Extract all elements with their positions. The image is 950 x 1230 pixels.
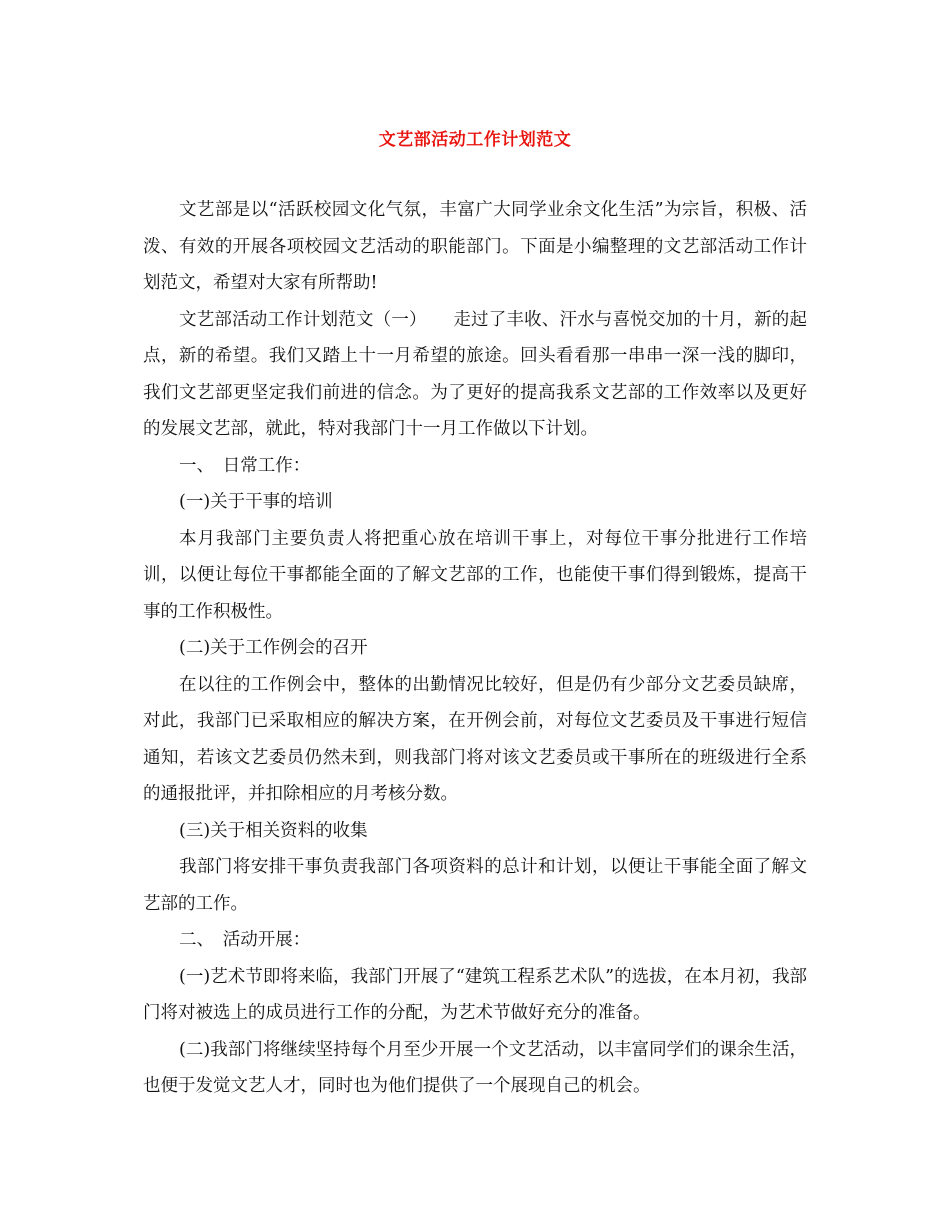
- document-title: 文艺部活动工作计划范文: [378, 130, 572, 150]
- paragraph-monthly-activity: (二)我部门将继续坚持每个月至少开展一个文艺活动，以丰富同学们的课余生活，也便于发觉文艺人才，同时也为他们提供了一个展现自己的机会。: [143, 1039, 807, 1096]
- paragraph-intro: 文艺部是以“活跃校园文化气氛，丰富广大同学业余文化生活”为宗旨，积极、活泼、有效的开展各项校园文艺活动的职能部门。下面是小编整理的文艺部活动工作计划范文，希望对大家有所帮助!: [143, 200, 807, 293]
- paragraph-work-meeting: 在以往的工作例会中，整体的出勤情况比较好，但是仍有少部分文艺委员缺席，对此，我部门已采取相应的解决方案，在开例会前，对每位文艺委员及干事进行短信通知，若该文艺委员仍然未到，则我部门将对该文艺委员或干事所在的班级进行全系的通报批评，并扣除相应的月考核分数。: [143, 674, 807, 804]
- paragraph-plan-one: 文艺部活动工作计划范文（一） 走过了丰收、汗水与喜悦交加的十月，新的起点，新的希望。我们又踏上十一月希望的旅途。回头看看那一串串一深一浅的脚印，我们文艺部更坚定我们前进的信念。为了更好的提高我系文艺部的工作效率以及更好的发展文艺部，就此，特对我部门十一月工作做以下计划。: [143, 309, 807, 439]
- document-body: [143, 192, 807, 1105]
- section-heading-daily-work: 一、 日常工作：: [179, 455, 311, 476]
- paragraph-data-collection: 我部门将安排干事负责我部门各项资料的总计和计划，以便让干事能全面了解文艺部的工作。: [143, 857, 807, 914]
- paragraph-staff-training: 本月我部门主要负责人将把重心放在培训干事上，对每位干事分批进行工作培训，以便让每位干事都能全面的了解文艺部的工作，也能使干事们得到锻炼，提高干事的工作积极性。: [143, 528, 807, 622]
- subheading-work-meeting: (二)关于工作例会的召开: [179, 638, 368, 658]
- paragraph-art-festival: (一)艺术节即将来临，我部门开展了“建筑工程系艺术队”的选拔，在本月初，我部门将对被选上的成员进行工作的分配，为艺术节做好充分的准备。: [143, 966, 807, 1023]
- section-heading-activities: 二、 活动开展：: [179, 930, 311, 950]
- subheading-data-collection: (三)关于相关资料的收集: [179, 820, 368, 841]
- subheading-staff-training: (一)关于干事的培训: [179, 492, 333, 512]
